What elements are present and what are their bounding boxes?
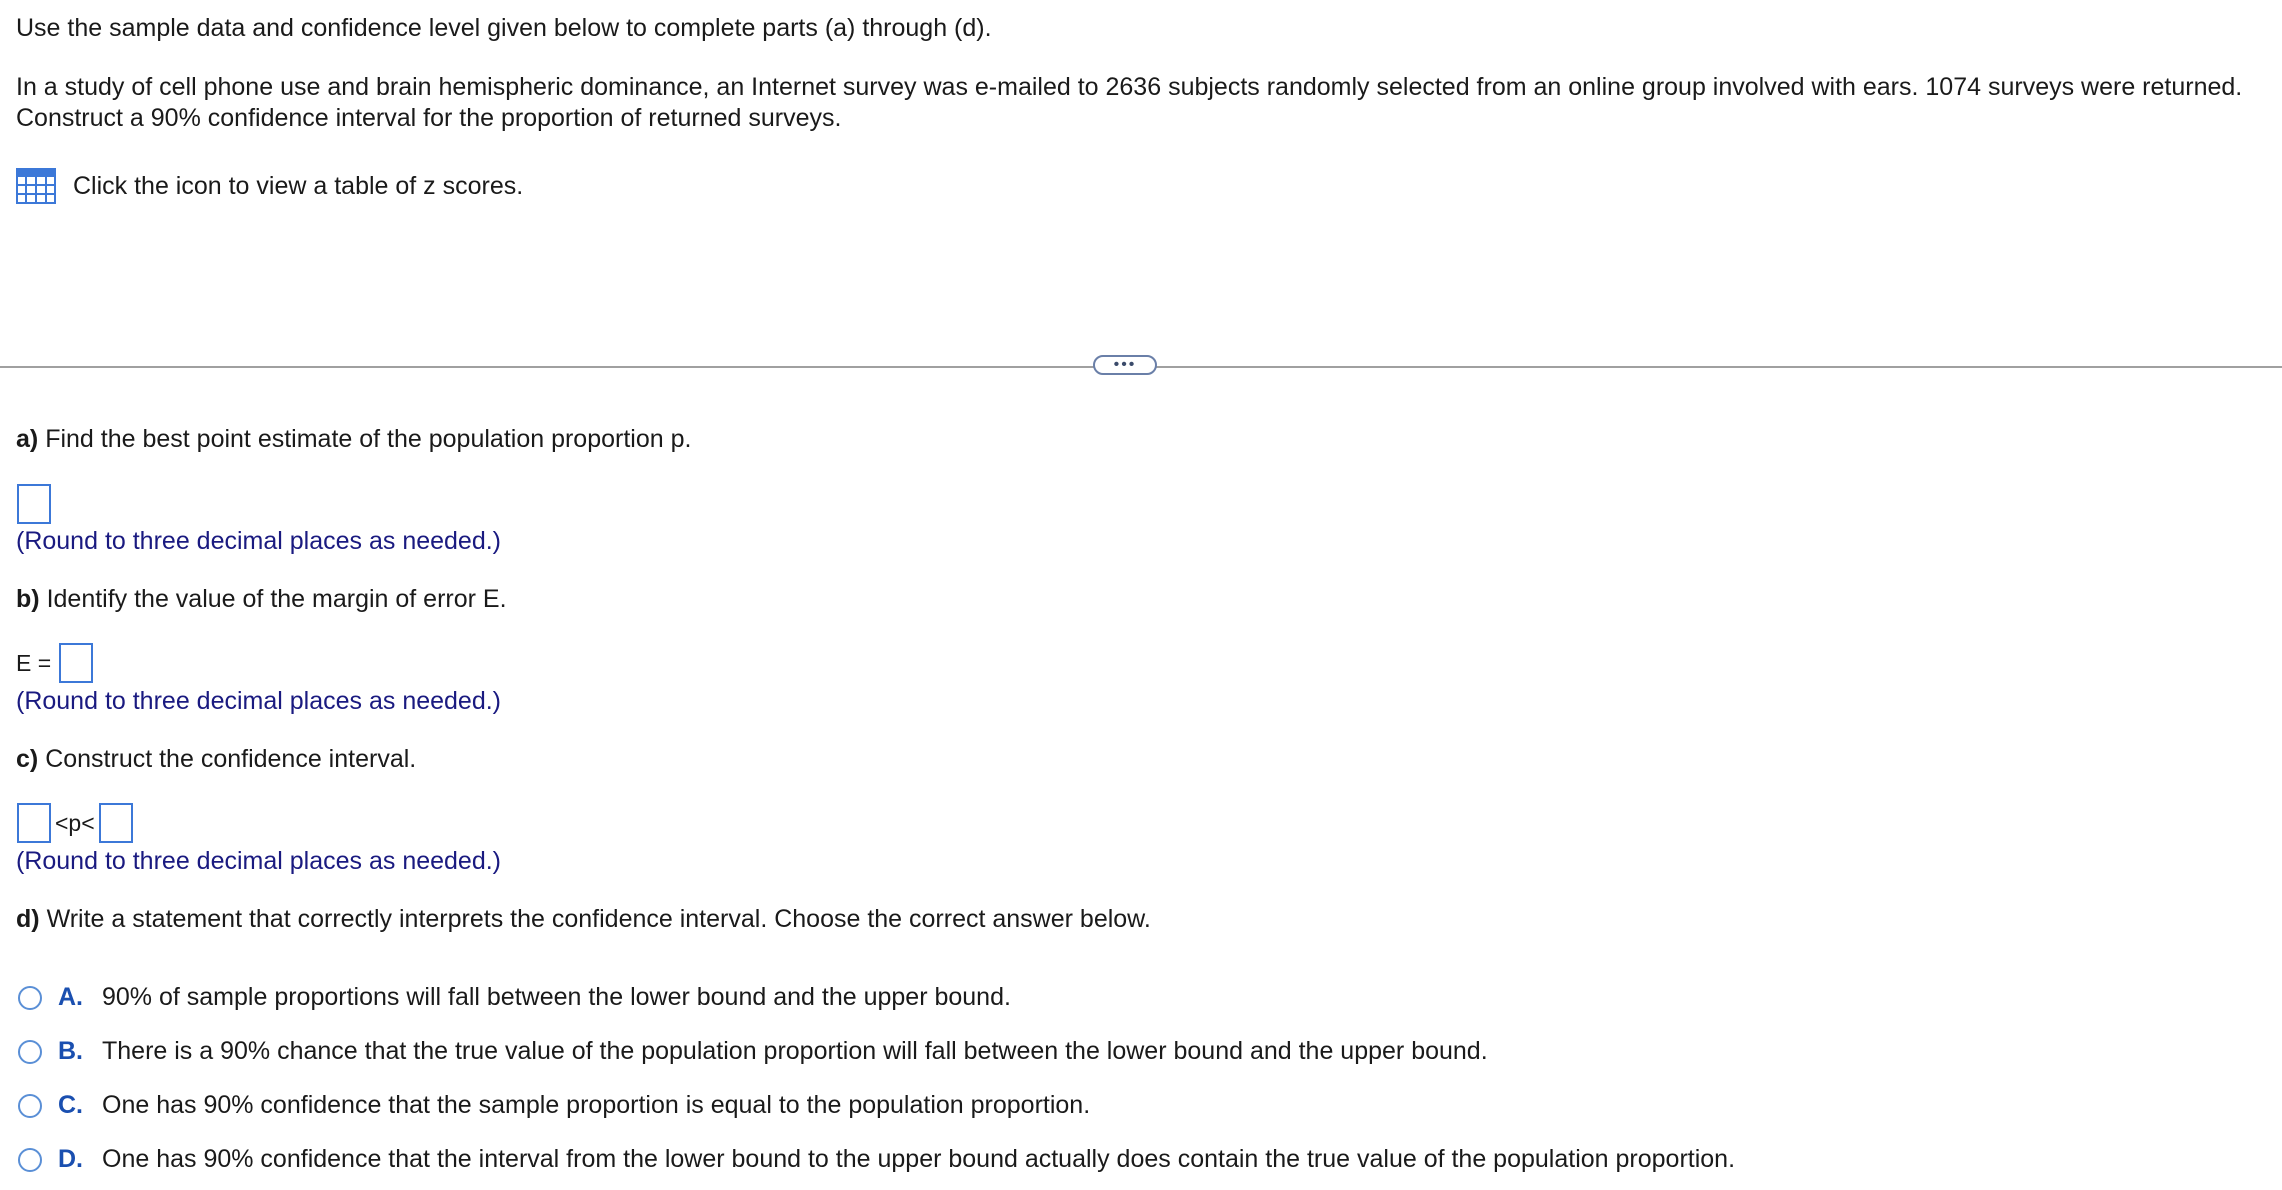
margin-error-prefix: E = xyxy=(16,649,52,676)
option-c-radio[interactable] xyxy=(18,1094,42,1118)
option-a-radio[interactable] xyxy=(18,986,42,1010)
interval-middle-symbols: <p< xyxy=(55,809,95,836)
option-d[interactable] xyxy=(18,1145,1735,1174)
point-estimate-input[interactable] xyxy=(17,484,51,524)
option-c-text: One has 90% confidence that the sample proportion is equal to the population proportion. xyxy=(102,1091,1091,1119)
table-grid-icon[interactable] xyxy=(16,168,56,204)
part-b-question xyxy=(16,585,507,614)
option-a[interactable] xyxy=(18,983,1011,1012)
problem-text: In a study of cell phone use and brain hemispheric dominance, an Internet survey was e-mailed to 2636 subjects randomly selected from an online group involved with ears. 1074 surveys were returned. Construct a 90% confidence interval for the proportion of returned surveys. xyxy=(16,73,2243,132)
ztable-link-text[interactable]: Click the icon to view a table of z scores. xyxy=(73,171,524,200)
option-b-letter: B. xyxy=(58,1037,83,1065)
option-d-radio[interactable] xyxy=(18,1148,42,1172)
part-c-hint: (Round to three decimal places as needed.) xyxy=(16,847,502,875)
part-a-label: a) xyxy=(16,425,39,453)
option-b-text: There is a 90% chance that the true value of the population proportion will fall between the lower bound and the upper bound. xyxy=(102,1037,1488,1065)
option-d-text: One has 90% confidence that the interval from the lower bound to the upper bound actually does contain the true value of the population proportion. xyxy=(102,1145,1736,1173)
option-b-radio[interactable] xyxy=(18,1040,42,1064)
upper-bound-input[interactable] xyxy=(99,803,133,843)
expand-more-button[interactable]: ••• xyxy=(1093,355,1157,375)
lower-bound-input[interactable] xyxy=(17,803,51,843)
part-a-hint: (Round to three decimal places as needed.) xyxy=(16,527,502,555)
option-a-letter: A. xyxy=(58,983,83,1011)
option-b[interactable] xyxy=(18,1037,1488,1066)
option-a-text: 90% of sample proportions will fall between the lower bound and the upper bound. xyxy=(102,983,1011,1011)
option-d-letter: D. xyxy=(58,1145,83,1173)
part-d-text: Write a statement that correctly interprets the confidence interval. Choose the correct answer below. xyxy=(46,905,1151,933)
part-a-question xyxy=(16,425,691,454)
part-c-text: Construct the confidence interval. xyxy=(45,745,417,773)
part-a-text: Find the best point estimate of the population proportion p. xyxy=(45,425,692,453)
part-d-label: d) xyxy=(16,905,40,933)
part-d-question xyxy=(16,905,1151,934)
ztable-link-row[interactable] xyxy=(16,168,523,204)
part-b-text: Identify the value of the margin of error E. xyxy=(46,585,507,613)
part-c-question xyxy=(16,745,416,774)
part-b-label: b) xyxy=(16,585,40,613)
instructions: Use the sample data and confidence level given below to complete parts (a) through (d). xyxy=(16,14,992,42)
option-c[interactable] xyxy=(18,1091,1090,1120)
margin-error-input[interactable] xyxy=(59,643,93,683)
part-c-label: c) xyxy=(16,745,39,773)
part-b-hint: (Round to three decimal places as needed.) xyxy=(16,687,502,715)
option-c-letter: C. xyxy=(58,1091,83,1119)
